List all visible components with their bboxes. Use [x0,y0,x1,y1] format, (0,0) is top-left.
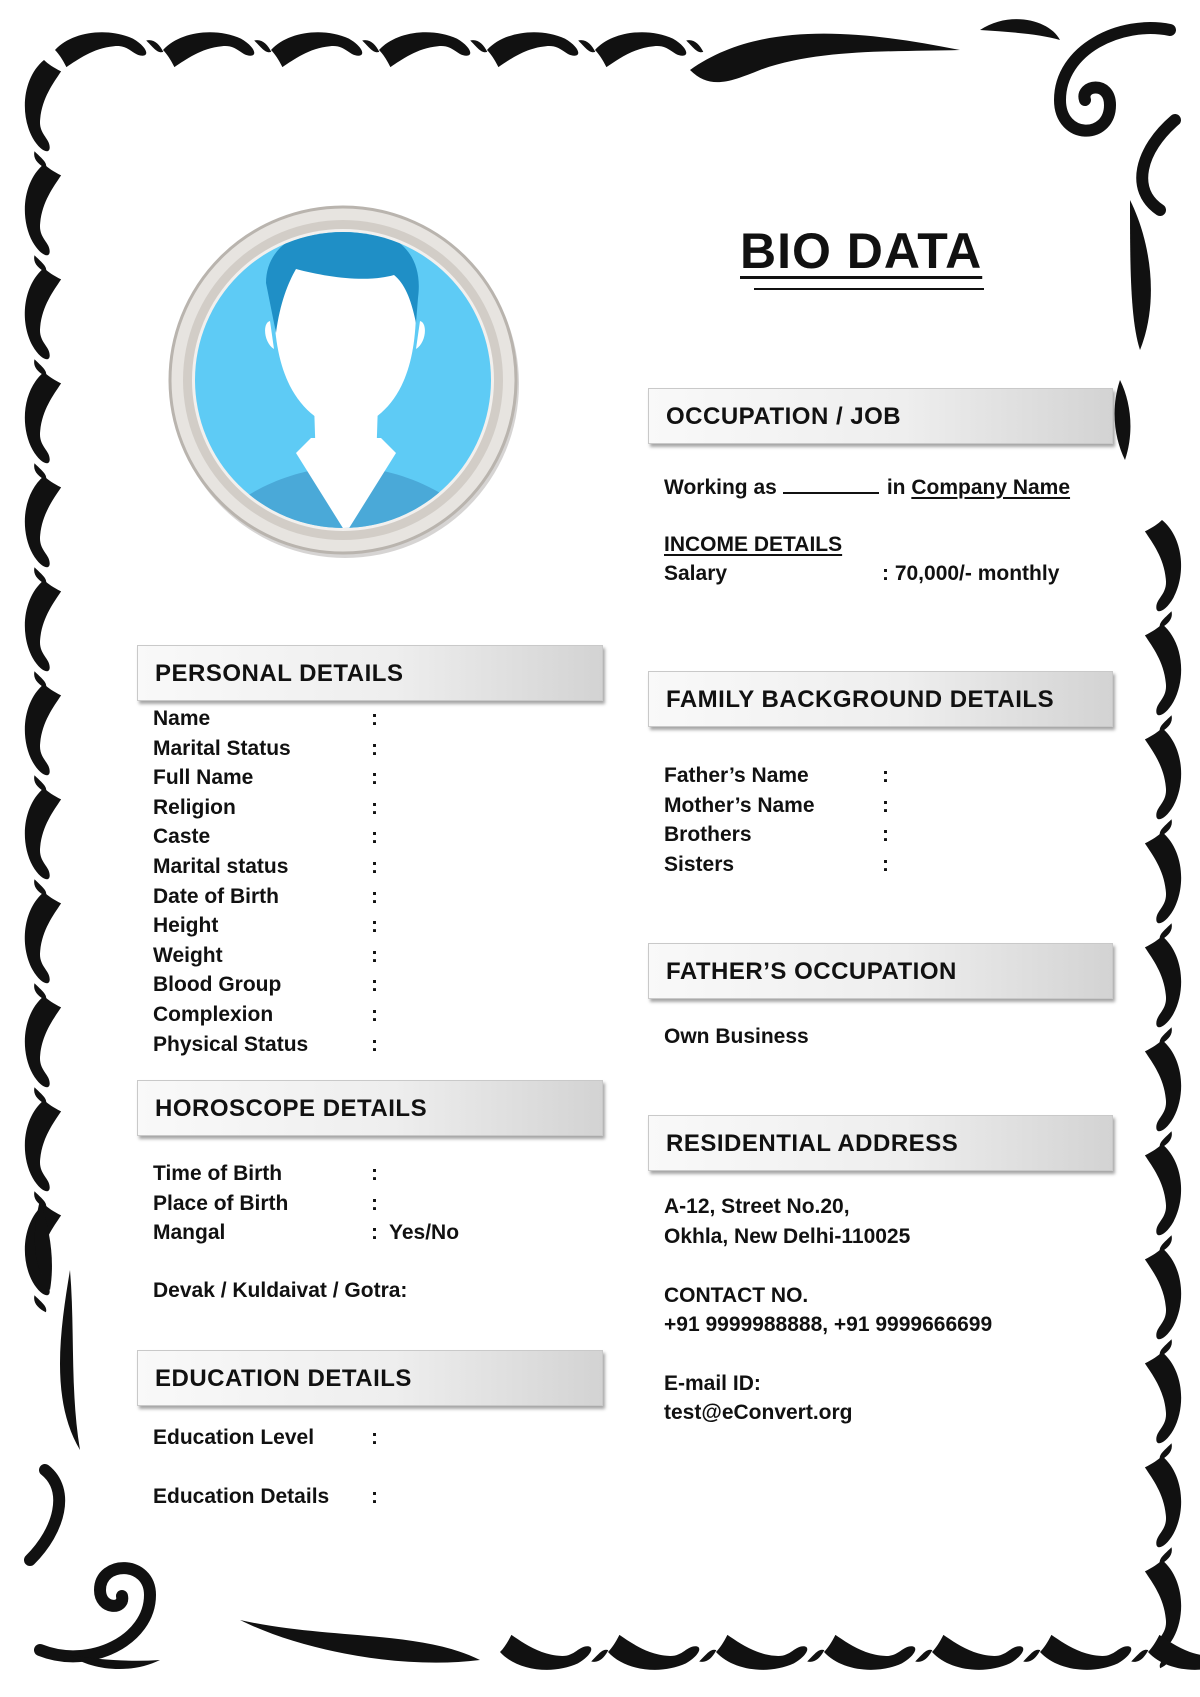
personal-details-row [153,973,593,1003]
education-row-label: Education Details [153,1485,330,1508]
personal-details-row-colon: : [371,707,378,730]
border-swirl-top [55,32,163,67]
personal-details-row [153,1003,593,1033]
border-swirl-left [25,892,61,1000]
education-details-header: EDUCATION DETAILS [137,1350,603,1406]
border-swirl-top [595,32,703,67]
personal-details-row-colon: : [371,736,378,760]
personal-details-row [153,825,593,855]
family-background-row [664,823,1104,853]
personal-details-row-label: Religion [153,795,236,819]
horoscope-details-row [153,1192,593,1222]
personal-details-row [153,707,593,737]
personal-details-row [153,855,593,885]
horoscope-details-row-colon: : [371,1191,378,1215]
family-background-header: FAMILY BACKGROUND DETAILS [648,671,1113,727]
personal-details-row-colon: : [371,943,378,967]
border-swirl-left [25,372,61,480]
border-swirl-bottom [716,1635,824,1670]
family-background-row [664,853,1104,883]
personal-details-row-colon: : [371,766,378,790]
family-background-row-colon: : [882,793,889,817]
family-background-row-label: Sisters [664,852,735,876]
horoscope-details-row-label: Time of Birth [153,1162,283,1185]
border-swirl-left [25,268,61,376]
family-background-row-colon: : [882,852,889,876]
fathers-occupation-header: FATHER’S OCCUPATION [648,943,1113,999]
income-details-heading: INCOME DETAILS [664,533,843,556]
border-swirl-right [1145,1352,1181,1460]
personal-details-row-colon: : [371,855,378,878]
border-swirl-left [25,60,61,168]
personal-details-row-label: Full Name [153,766,254,790]
salary-value: : 70,000/- monthly [882,562,1060,585]
family-background-row-label: Father’s Name [664,764,809,787]
personal-details-row-colon: : [371,795,378,819]
personal-details-row [153,1033,593,1063]
border-swirl-bottom [1040,1635,1148,1670]
personal-details-row [153,885,593,915]
gotra-label: Devak / Kuldaivat / Gotra: [153,1279,408,1302]
family-background-row-label: Brothers [664,823,752,847]
in-label: in [886,476,906,499]
border-swirl-right [1145,1248,1181,1356]
education-row-colon: : [371,1485,378,1508]
working-as-line [664,474,1070,500]
education-row [153,1485,593,1515]
address-line-2: Okhla, New Delhi-110025 [664,1225,911,1248]
occupation-header: OCCUPATION / JOB [648,388,1113,444]
border-swirl-right [1145,832,1181,940]
education-row [153,1426,593,1456]
personal-details-row [153,737,593,767]
email-label: E-mail ID: [664,1372,761,1395]
personal-details-row-label: Marital Status [153,736,291,760]
profile-photo [166,203,526,563]
personal-details-row-label: Physical Status [153,1032,309,1056]
border-swirl-top [163,32,271,67]
horoscope-details-row [153,1162,593,1192]
personal-details-row [153,796,593,826]
horoscope-details-row-label: Place of Birth [153,1191,289,1215]
personal-details-row-colon: : [371,914,378,938]
residential-address-header: RESIDENTIAL ADDRESS [648,1115,1113,1171]
border-swirl-left [25,788,61,896]
border-swirl-right [1145,936,1181,1044]
border-swirl-top [379,32,487,67]
border-swirl-right [1145,520,1181,628]
border-swirl-top [487,32,595,67]
personal-details-row-label: Date of Birth [153,884,279,908]
border-swirl-top [271,32,379,67]
company-name: Company Name [911,476,1071,499]
family-background-row [664,764,1104,794]
family-background-row-colon: : [882,823,889,847]
personal-details-row-label: Caste [153,825,211,849]
personal-details-row-colon: : [371,973,378,997]
working-as-label: Working as [664,476,777,499]
border-swirl-left [25,476,61,584]
blank-line [783,474,879,494]
border-swirl-bottom [608,1635,716,1670]
personal-details-row [153,914,593,944]
border-swirl-bottom [500,1635,608,1670]
address-line-1: A-12, Street No.20, [664,1195,850,1218]
personal-details-row-label: Blood Group [153,973,282,997]
border-swirl-right [1145,1040,1181,1148]
personal-details-row-label: Name [153,707,211,730]
personal-details-row [153,944,593,974]
fathers-occupation-value: Own Business [664,1025,809,1048]
page-title: BIO DATA [740,223,983,279]
personal-details-row-label: Marital status [153,855,289,878]
personal-details-row [153,766,593,796]
personal-details-header: PERSONAL DETAILS [137,645,603,701]
horoscope-details-header: HOROSCOPE DETAILS [137,1080,603,1136]
border-swirl-bottom [1148,1635,1200,1670]
education-row-colon: : [371,1426,378,1449]
email-value: test@eConvert.org [664,1401,853,1424]
contact-value: +91 9999988888, +91 9999666699 [664,1313,993,1336]
contact-label: CONTACT NO. [664,1284,809,1307]
border-swirl-left [25,164,61,272]
family-background-row-colon: : [882,764,889,787]
border-swirl-bottom [932,1635,1040,1670]
personal-details-row-colon: : [371,1003,378,1026]
border-swirl-right [1145,1144,1181,1252]
border-swirl-left [25,684,61,792]
border-swirl-right [1145,1456,1181,1564]
title-double-rule [754,288,984,290]
horoscope-details-row-value: Yes/No [389,1221,460,1245]
personal-details-row-colon: : [371,884,378,908]
personal-details-row-label: Complexion [153,1003,274,1026]
border-swirl-right [1145,728,1181,836]
personal-details-row-label: Weight [153,943,223,967]
personal-details-row-label: Height [153,914,219,938]
border-swirl-left [25,1100,61,1208]
salary-label: Salary [664,562,728,585]
border-swirl-right [1145,624,1181,732]
horoscope-details-row-colon: : [371,1221,378,1245]
border-swirl-bottom [824,1635,932,1670]
personal-details-row-colon: : [371,825,378,849]
personal-details-row-colon: : [371,1032,378,1056]
family-background-row-label: Mother’s Name [664,793,815,817]
horoscope-details-row-colon: : [371,1162,378,1185]
family-background-row [664,794,1104,824]
horoscope-details-row [153,1221,593,1251]
education-row-label: Education Level [153,1426,315,1449]
horoscope-details-row-label: Mangal [153,1221,226,1245]
border-swirl-left [25,996,61,1104]
border-swirl-left [25,580,61,688]
